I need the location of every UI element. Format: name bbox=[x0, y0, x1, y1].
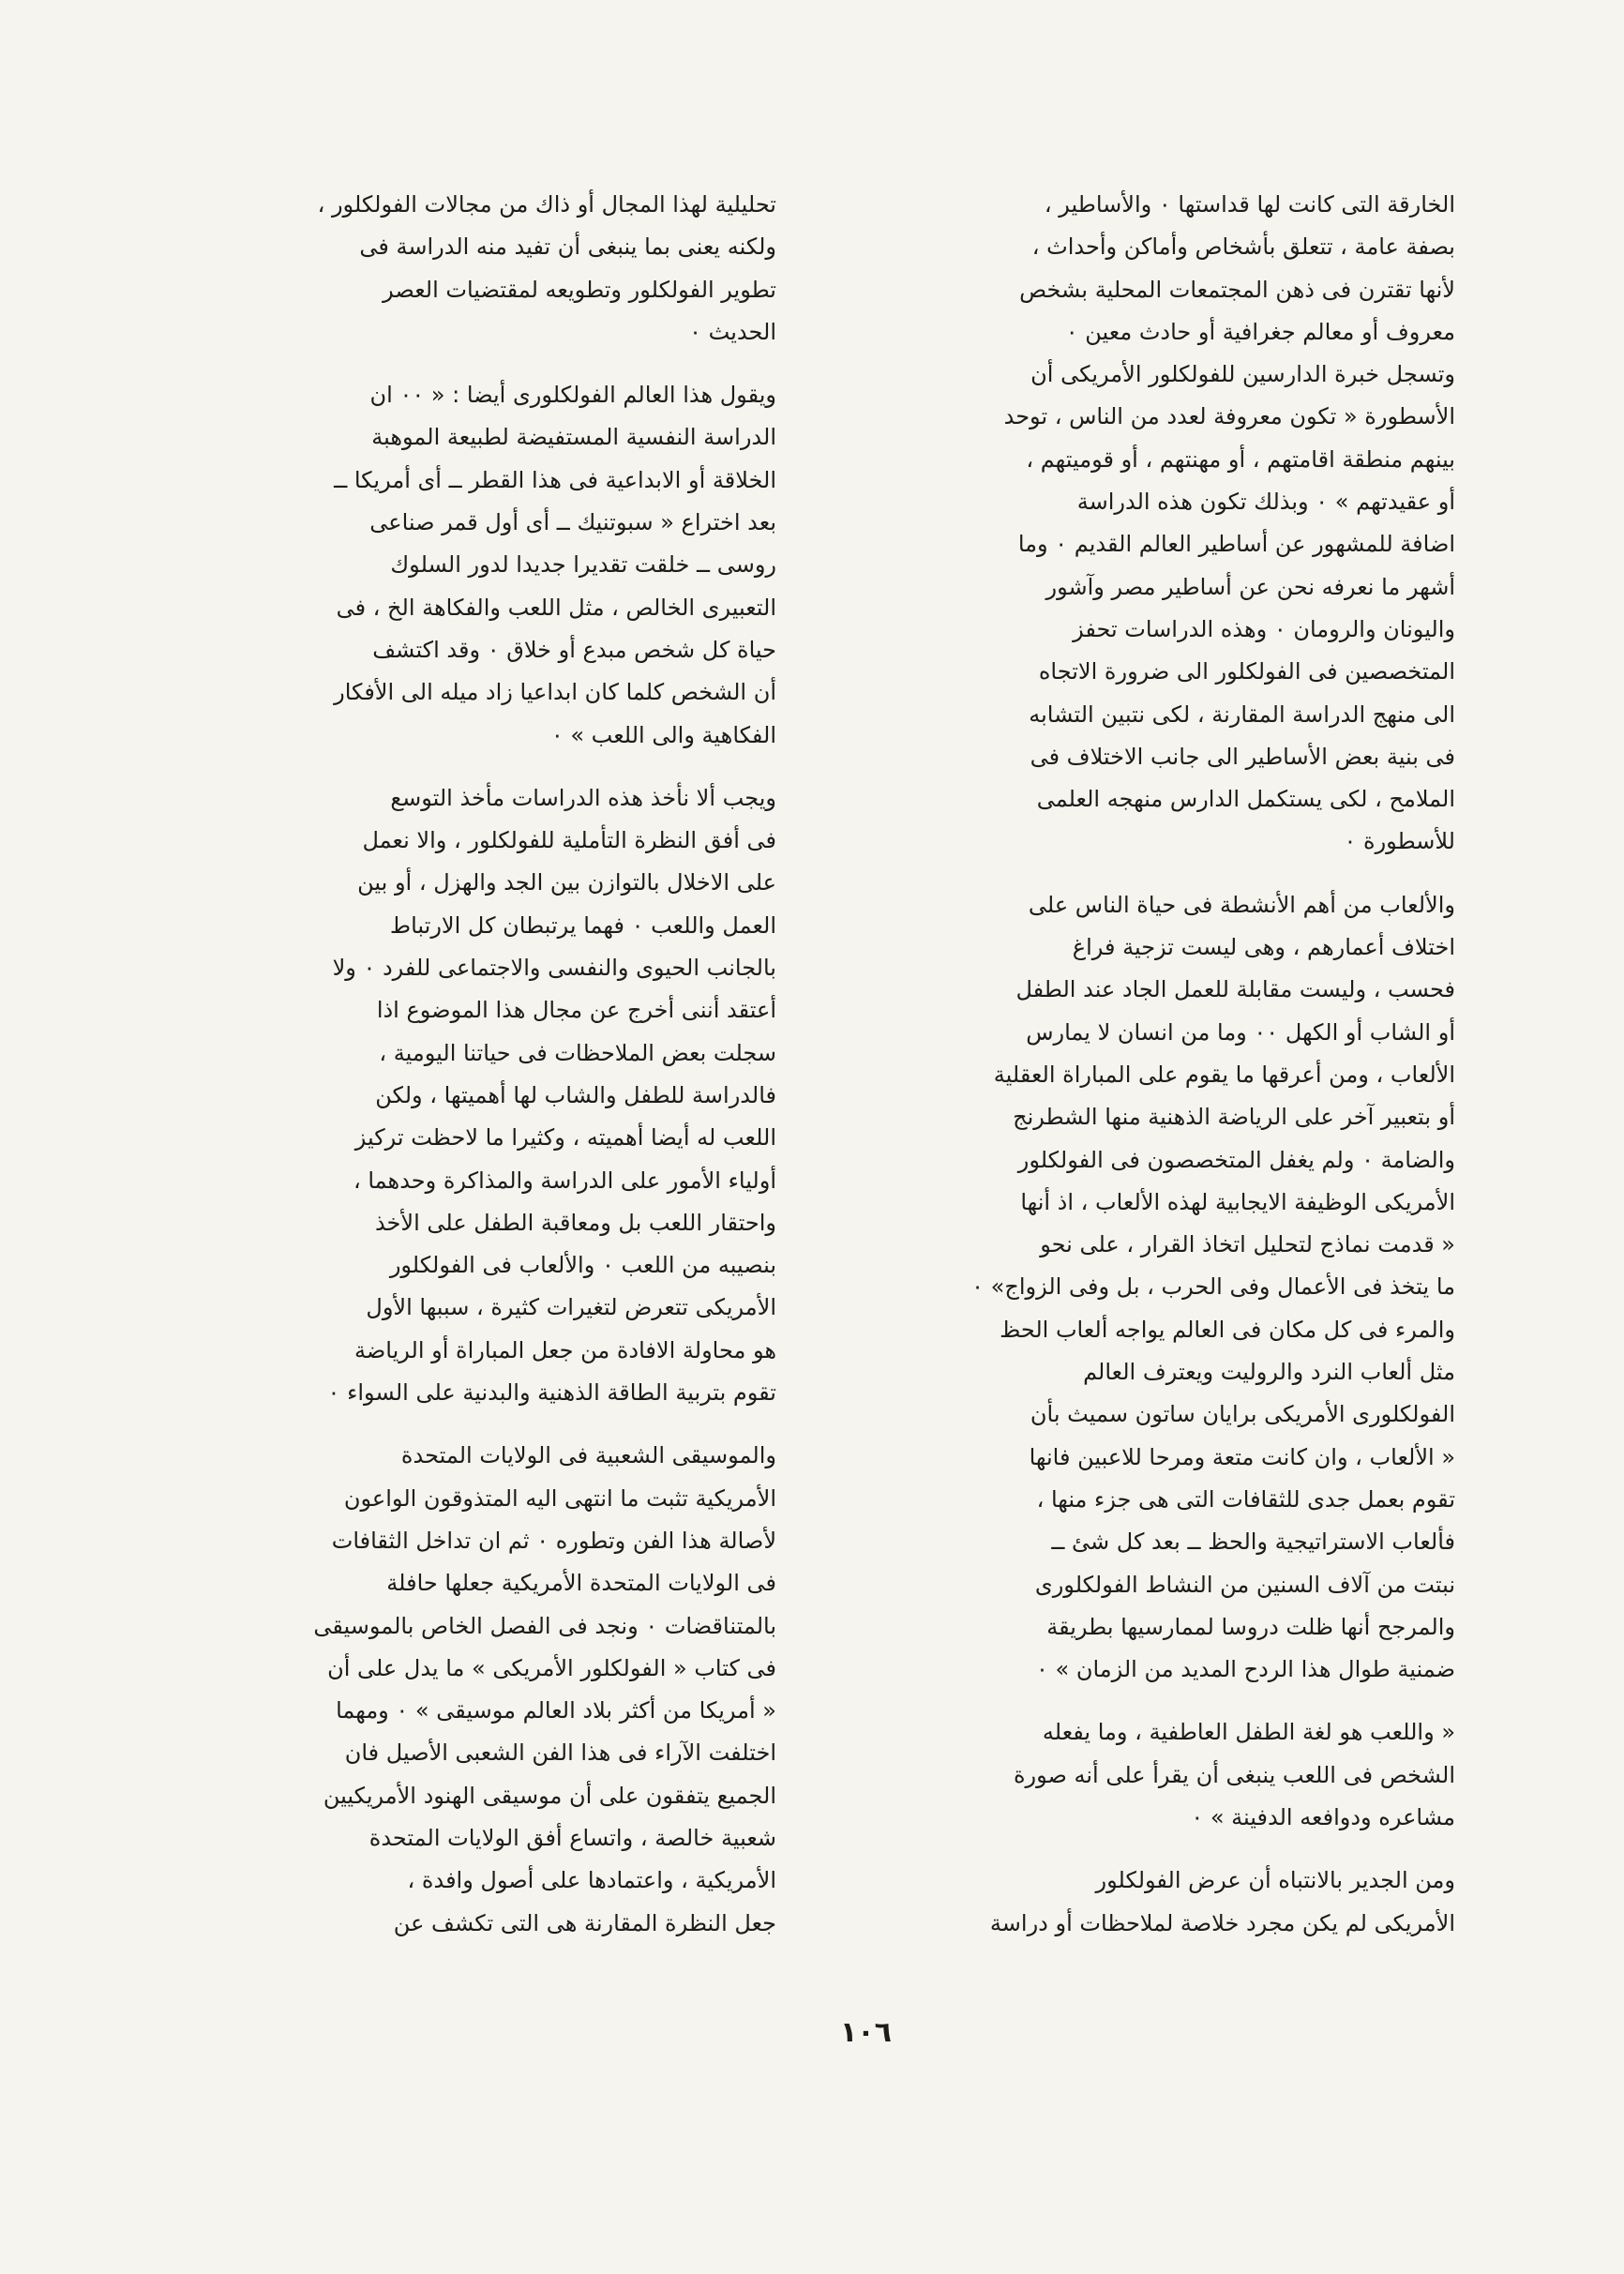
paragraph-text: والألعاب من أهم الأنشطة فى حياة الناس على اختلاف أعمارهم ، وهى ليست تزجية فراغ فحسب ، وليست مقابلة للعمل الجاد عند الطفل أو الشاب أو الكهل ٠٠ وما من انسان لا يمارس الألعاب ، ومن أعرقها ما يقوم على المباراة العقلية أو بتعبير آخر على الرياضة الذهنية منها الشطرنج والضامة ٠ ولم يغفل المتخصصون فى الفولكلور الأمريكى الوظيفة الايجابية لهذه الألعاب ، اذ أنها « قدمت نماذج لتحليل اتخاذ القرار ، على نحو ما يتخذ فى الأعمال وفى الحرب ، بل وفى الزواج» ٠ والمرء فى كل مكان فى العالم يواجه ألعاب الحظ مثل ألعاب النرد والروليت ويعترف العالم الفولكلورى الأمريكى برايان ساتون سميث بأن « الألعاب ، وان كانت متعة ومرحا للاعبين فانها تقوم بعمل جدى للثقافات التى هى جزء منها ، فألعاب الاستراتيجية والحظ ــ بعد كل شئ ــ نبتت من آلاف السنين من النشاط الفولكلورى والمرجح أنها ظلت دروسا لممارسيها بطريقة ضمنية طوال هذا الردح المديد من الزمان » ٠ bbox=[971, 891, 1455, 1683]
paragraph-play-quote bbox=[846, 1711, 1455, 1839]
left-text-column bbox=[167, 184, 776, 1945]
paragraph-text: والموسيقى الشعبية فى الولايات المتحدة الأمريكية تثبت ما انتهى اليه المتذوقون الواعون لأصالة هذا الفن وتطوره ٠ ثم ان تداخل الثقافات فى الولايات المتحدة الأمريكية جعلها حافلة بالمتناقضات ٠ ونجد فى الفصل الخاص بالموسيقى فى كتاب « الفولكلور الأمريكى » ما يدل على أن « أمريكا من أكثر بلاد العالم موسيقى » ٠ ومهما اختلفت الآراء فى هذا الفن الشعبى الأصيل فان الجميع يتفقون على أن موسيقى الهنود الأمريكيين شعبية خالصة ، واتساع أفق الولايات المتحدة الأمريكية ، واعتمادها على أصول وافدة ، جعل النظرة المقارنة هى التى تكشف عن bbox=[313, 1442, 776, 1936]
paragraph-continuation bbox=[167, 184, 776, 354]
right-text-column bbox=[846, 184, 1455, 1945]
paragraph-text: تحليلية لهذا المجال أو ذاك من مجالات الفولكلور ، ولكنه يعنى بما ينبغى أن تفيد منه الدراسة فى تطوير الفولكلور وتطويعه لمقتضيات العصر الحديث ٠ bbox=[317, 191, 776, 345]
paragraph-myths bbox=[846, 184, 1455, 864]
paragraph-conclusion-start bbox=[846, 1860, 1455, 1945]
paragraph-creativity-quote bbox=[167, 374, 776, 757]
paragraph-text: الخارقة التى كانت لها قداستها ٠ والأساطير ، بصفة عامة ، تتعلق بأشخاص وأماكن وأحداث ، لأنها تقترن فى ذهن المجتمعات المحلية بشخص معروف أو معالم جغرافية أو حادث معين ٠ وتسجل خبرة الدارسين للفولكلور الأمريكى أن الأسطورة « تكون معروفة لعدد من الناس ، توحد بينهم منطقة اقامتهم ، أو مهنتهم ، أو قوميتهم ، أو عقيدتهم » ٠ وبذلك تكون هذه الدراسة اضافة للمشهور عن أساطير العالم القديم ٠ وما أشهر ما نعرفه نحن عن أساطير مصر وآشور واليونان والرومان ٠ وهذه الدراسات تحفز المتخصصين فى الفولكلور الى ضرورة الاتجاه الى منهج الدراسة المقارنة ، لكى نتبين التشابه فى بنية بعض الأساطير الى جانب الاختلاف فى الملامح ، لكى يستكمل الدارس منهجه العلمى للأسطورة ٠ bbox=[1003, 191, 1455, 855]
paragraph-balance bbox=[167, 777, 776, 1414]
paragraph-music bbox=[167, 1435, 776, 1945]
paragraph-games bbox=[846, 884, 1455, 1692]
paragraph-text: ويجب ألا نأخذ هذه الدراسات مأخذ التوسع فى أفق النظرة التأملية للفولكلور ، والا نعمل على الاخلال بالتوازن بين الجد والهزل ، أو بين العمل واللعب ٠ فهما يرتبطان كل الارتباط بالجانب الحيوى والنفسى والاجتماعى للفرد ٠ ولا أعتقد أننى أخرج عن مجال هذا الموضوع اذا سجلت بعض الملاحظات فى حياتنا اليومية ، فالدراسة للطفل والشاب لها أهميتها ، ولكن اللعب له أيضا أهميته ، وكثيرا ما لاحظت تركيز أولياء الأمور على الدراسة والمذاكرة وحدهما ، واحتقار اللعب بل ومعاقبة الطفل على الأخذ بنصيبه من اللعب ٠ والألعاب فى الفولكلور الأمريكى تتعرض لتغيرات كثيرة ، سببها الأول هو محاولة الافادة من جعل المباراة أو الرياضة تقوم بتربية الطاقة الذهنية والبدنية على السواء ٠ bbox=[327, 784, 776, 1407]
paragraph-text: ويقول هذا العالم الفولكلورى أيضا : « ٠٠ ان الدراسة النفسية المستفيضة لطبيعة الموهبة الخلاقة أو الابداعية فى هذا القطر ــ أى أمريكا ــ بعد اختراع « سبوتنيك ــ أى أول قمر صناعى روسى ــ خلقت تقديرا جديدا لدور السلوك التعبيرى الخالص ، مثل اللعب والفكاهة الخ ، فى حياة كل شخص مبدع أو خلاق ٠ وقد اكتشف أن الشخص كلما كان ابداعيا زاد ميله الى الأفكار الفكاهية والى اللعب » ٠ bbox=[334, 382, 776, 748]
paragraph-text: ومن الجدير بالانتباه أن عرض الفولكلور الأمريكى لم يكن مجرد خلاصة لملاحظات أو دراسة bbox=[989, 1867, 1455, 1936]
paragraph-text: « واللعب هو لغة الطفل العاطفية ، وما يفعله الشخص فى اللعب ينبغى أن يقرأ على أنه صورة مشاعره ودوافعه الدفينة » ٠ bbox=[1013, 1719, 1455, 1830]
page-number: ١٠٦ bbox=[840, 2016, 892, 2049]
